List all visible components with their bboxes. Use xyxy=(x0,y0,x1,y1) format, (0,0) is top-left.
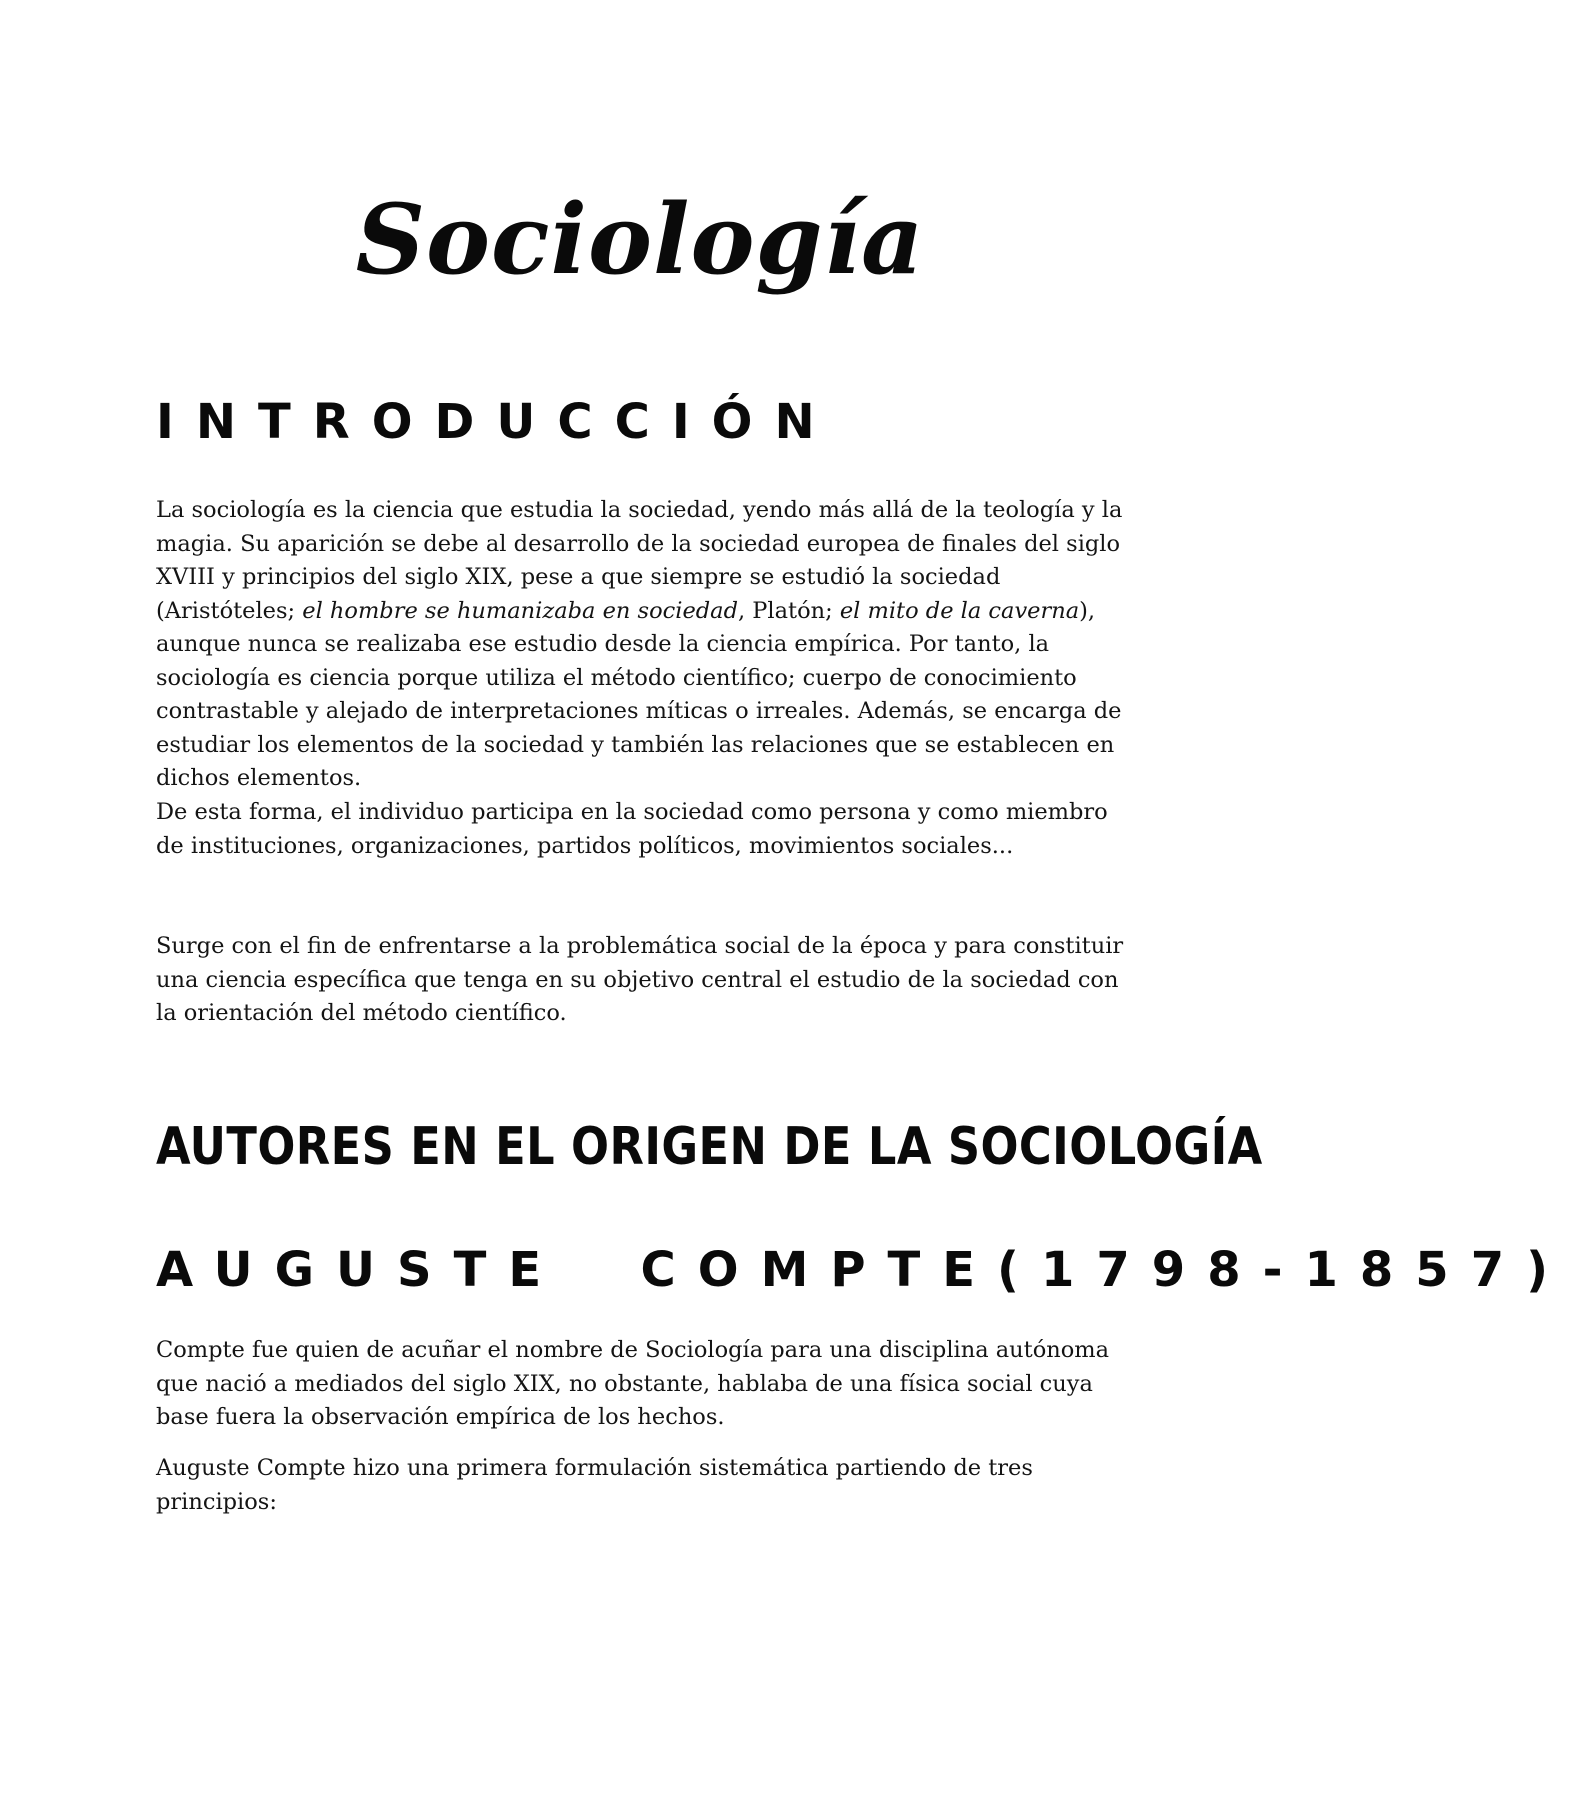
paragraph-intro-1 xyxy=(156,494,1136,796)
paragraph-compte-1: Compte fue quien de acuñar el nombre de Sociología para una disciplina autónoma que nació a mediados del siglo XIX, no obstante, hablaba de una física social cuya base fuera la observación empírica de los hechos. xyxy=(156,1337,1110,1430)
page-title: Sociología xyxy=(355,183,925,296)
paragraph-compte-2: Auguste Compte hizo una primera formulación sistemática partiendo de tres principios: xyxy=(156,1455,1033,1515)
heading-autores: AUTORES EN EL ORIGEN DE LA SOCIOLOGÍA xyxy=(156,1117,1263,1177)
paragraph-intro-1-text-b: , Platón; xyxy=(737,597,840,624)
heading-auguste-compte: AUGUSTE COMPTE(1798-1857) xyxy=(156,1242,1570,1298)
paragraph-intro-3: Surge con el fin de enfrentarse a la problemática social de la época y para constituir una ciencia específica que tenga en su objetivo central el estudio de la sociedad con la orientación del método científico. xyxy=(156,933,1124,1026)
paragraph-intro-2: De esta forma, el individuo participa en la sociedad como persona y como miembro de instituciones, organizaciones, partidos políticos, movimientos sociales... xyxy=(156,799,1108,859)
paragraph-intro-1-text-c: ), aunque nunca se realizaba ese estudio desde la ciencia empírica. Por tanto, la sociología es ciencia porque utiliza el método científico; cuerpo de conocimiento contrastable y alejado de interpretaciones míticas o irreales. Además, se encarga de estudiar los elementos de la sociedad y también las relaciones que se establecen en dichos elementos. xyxy=(156,597,1122,791)
paragraph-intro-1-italic-2: el mito de la caverna xyxy=(839,597,1080,624)
paragraph-intro-1-text-a: La sociología es la ciencia que estudia la sociedad, yendo más allá de la teología y la magia. Su aparición se debe al desarrollo de la sociedad europea de finales del siglo XVIII y principios del siglo XIX, pese a que siempre se estudió la sociedad (Aristóteles; xyxy=(156,497,1123,624)
heading-introduccion: INTRODUCCIÓN xyxy=(156,394,837,450)
paragraph-intro-1-italic-1: el hombre se humanizaba en sociedad xyxy=(302,597,738,624)
